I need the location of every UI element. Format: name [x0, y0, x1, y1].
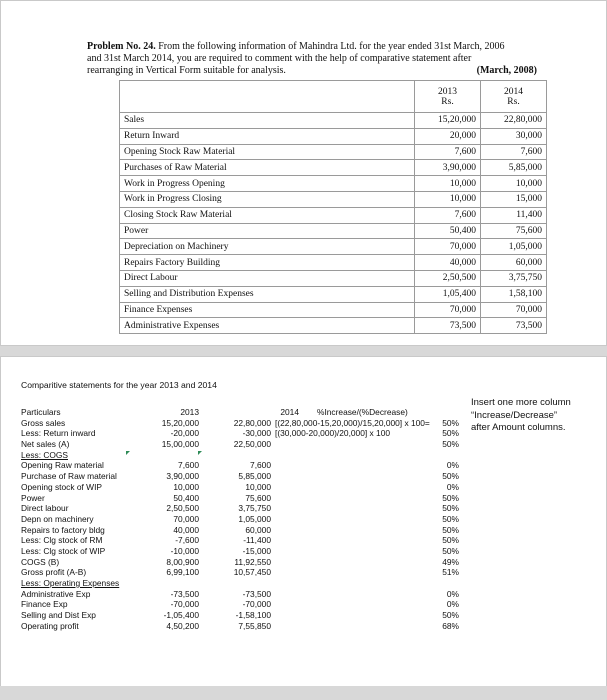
value-2014-text: 3,75,750 — [238, 503, 271, 514]
value-2014: 73,500 — [481, 318, 547, 334]
source-table-row — [120, 144, 547, 160]
formula-cell — [275, 567, 415, 578]
value-2013: 73,500 — [415, 318, 481, 334]
value-2014-text: 1,05,000 — [238, 513, 271, 524]
source-table-row — [120, 176, 547, 192]
particulars-cell: Operating profit — [21, 620, 79, 631]
percent-cell: 50% — [442, 524, 459, 535]
source-table-row — [120, 191, 547, 207]
particulars-column — [21, 407, 129, 631]
percent-cell: 51% — [442, 567, 459, 578]
value-2013-cell: -7,600 — [175, 535, 199, 546]
value-2014-text: 11,92,550 — [234, 556, 271, 567]
formula-cell — [275, 578, 415, 589]
value-2014-text: -73,500 — [242, 588, 271, 599]
value-2014-text: -15,000 — [242, 545, 271, 556]
percent-column — [431, 407, 459, 631]
value-2013: 15,20,000 — [415, 113, 481, 129]
value-2014: 7,600 — [481, 144, 547, 160]
header-blank-cell — [120, 81, 415, 113]
particulars-cell: Repairs to factory bldg — [21, 524, 105, 535]
particulars-cell: Gross profit (A-B) — [21, 567, 87, 578]
particulars-cell: Less: Clg stock of RM — [21, 535, 103, 546]
formula-cell — [275, 621, 415, 632]
value-2014: 1,58,100 — [481, 286, 547, 302]
particulars-cell: COGS (B) — [21, 556, 60, 567]
value-2014-text: -11,400 — [243, 535, 271, 546]
formula-cell — [275, 599, 415, 610]
header-2013-year: 2013 — [438, 87, 457, 97]
screenshot-divider — [0, 346, 607, 356]
row-label: Work in Progress Closing — [120, 191, 415, 207]
particulars-cell: Purchase of Raw material — [21, 471, 117, 482]
value-2014-text — [219, 578, 271, 589]
row-label: Sales — [120, 113, 415, 129]
formula-cell: [(30,000-20,000)/20,000] x 100 — [275, 428, 391, 439]
value-2013: 10,000 — [415, 176, 481, 192]
formula-cell: [(22,80,000-15,20,000)/15,20,000] x 100= — [275, 417, 430, 428]
particulars-cell: Selling and Dist Exp — [21, 610, 96, 621]
value-2014-text: 10,000 — [245, 481, 271, 492]
percent-cell: 0% — [446, 481, 459, 492]
value-2014: 1,05,000 — [481, 239, 547, 255]
header-2014: 2014 — [280, 407, 299, 417]
problem-date-note: (March, 2008) — [476, 65, 537, 76]
source-table-row — [120, 160, 547, 176]
row-label: Closing Stock Raw Material — [120, 207, 415, 223]
formula-cell — [275, 610, 415, 621]
row-label: Opening Stock Raw Material — [120, 144, 415, 160]
value-2013: 10,000 — [415, 191, 481, 207]
source-data-table — [119, 80, 547, 334]
value-2013-cell: 2,50,500 — [166, 503, 199, 514]
percent-cell: 0% — [446, 599, 459, 610]
source-table-row — [120, 207, 547, 223]
value-2014: 30,000 — [481, 128, 547, 144]
particulars-cell: Opening stock of WIP — [21, 481, 102, 492]
formula-cell — [275, 471, 415, 482]
row-label: Repairs Factory Building — [120, 255, 415, 271]
value-2013-cell — [129, 450, 199, 461]
value-2013-cell: -70,000 — [170, 599, 199, 610]
value-2014: 11,400 — [481, 207, 547, 223]
source-table-row — [120, 302, 547, 318]
note-line-1: Insert one more column — [471, 397, 571, 408]
percent-cell: 49% — [442, 556, 459, 567]
value-2013: 40,000 — [415, 255, 481, 271]
header-2014-currency: Rs. — [507, 97, 520, 107]
formula-cell — [275, 450, 415, 461]
percent-cell — [431, 578, 459, 589]
value-2013-cell: -20,000 — [170, 428, 199, 439]
percent-cell: 50% — [442, 492, 459, 503]
formula-cell — [275, 557, 415, 568]
value-2013: 7,600 — [415, 144, 481, 160]
formula-cell — [275, 482, 415, 493]
source-table-row — [120, 239, 547, 255]
formula-cell — [275, 546, 415, 557]
value-2013: 3,90,000 — [415, 160, 481, 176]
percent-cell: 50% — [442, 513, 459, 524]
value-2014-text: -1,58,100 — [235, 610, 271, 621]
value-2013: 50,400 — [415, 223, 481, 239]
note-line-3: after Amount columns. — [471, 422, 566, 433]
source-table-row — [120, 128, 547, 144]
row-label: Return Inward — [120, 128, 415, 144]
percent-cell: 50% — [442, 428, 459, 439]
particulars-cell: Opening Raw material — [21, 460, 104, 471]
source-table-row — [120, 270, 547, 286]
percent-cell: 50% — [442, 545, 459, 556]
formula-cell — [275, 525, 415, 536]
value-2013: 2,50,500 — [415, 270, 481, 286]
source-table-row — [120, 318, 547, 334]
value-2014-text: -30,000 — [242, 428, 271, 439]
formula-cell — [275, 439, 415, 450]
formula-cell — [275, 503, 415, 514]
particulars-cell: Finance Exp — [21, 599, 68, 610]
value-2014: 70,000 — [481, 302, 547, 318]
percent-cell — [431, 450, 459, 461]
value-2014-text — [219, 450, 271, 461]
comparative-sheet — [21, 407, 461, 675]
value-2013: 20,000 — [415, 128, 481, 144]
row-label: Work in Progress Opening — [120, 176, 415, 192]
percent-cell: 50% — [442, 417, 459, 428]
value-2014-text: 60,000 — [245, 524, 271, 535]
percent-cell: 50% — [442, 535, 459, 546]
value-2013-cell: 15,20,000 — [161, 417, 199, 428]
percent-cell: 50% — [442, 439, 459, 450]
value-2014: 5,85,000 — [481, 160, 547, 176]
header-2013-currency: Rs. — [441, 97, 454, 107]
percent-cell: 0% — [446, 588, 459, 599]
value-2013-cell: -1,05,400 — [163, 610, 199, 621]
row-label: Finance Expenses — [120, 302, 415, 318]
percent-cell: 0% — [446, 460, 459, 471]
value-2013-cell: 3,90,000 — [166, 471, 199, 482]
row-label: Administrative Expenses — [120, 318, 415, 334]
percent-cell: 68% — [442, 620, 459, 631]
percent-cell: 50% — [442, 610, 459, 621]
formula-column — [275, 407, 430, 631]
value-2014: 75,600 — [481, 223, 547, 239]
problem-line-3: rearranging in Vertical Form suitable for analysis. — [87, 65, 286, 76]
particulars-cell: Net sales (A) — [21, 439, 70, 450]
particulars-cell: Less: Operating Expenses — [21, 578, 120, 588]
value-2014-text: 75,600 — [245, 492, 271, 503]
particulars-cell: Power — [21, 492, 45, 503]
source-table-row — [120, 286, 547, 302]
value-2013-cell: 50,400 — [173, 492, 199, 503]
row-label: Selling and Distribution Expenses — [120, 286, 415, 302]
header-2013: 2013 — [180, 407, 199, 417]
value-2014: 15,000 — [481, 191, 547, 207]
value-2013: 7,600 — [415, 207, 481, 223]
percent-cell: 50% — [442, 471, 459, 482]
particulars-cell: Administrative Exp — [21, 588, 91, 599]
row-label: Purchases of Raw Material — [120, 160, 415, 176]
particulars-cell: Less: Clg stock of WIP — [21, 545, 106, 556]
pct-header-spacer — [431, 407, 459, 418]
value-2013-cell: 10,000 — [173, 481, 199, 492]
problem-statement — [87, 41, 537, 77]
value-2013-cell: -10,000 — [170, 545, 199, 556]
header-2014-cell — [481, 81, 547, 113]
note-line-2: “Increase/Decrease” — [471, 409, 558, 421]
value-2013-cell: 8,00,900 — [166, 556, 199, 567]
comparative-title: Comparitive statements for the year 2013 and 2014 — [21, 380, 217, 390]
header-formula: %Increase/(%Decrease) — [317, 407, 408, 417]
problem-panel — [0, 0, 607, 346]
value-2013-cell: 15,00,000 — [161, 439, 199, 450]
value-2013: 70,000 — [415, 239, 481, 255]
source-table-row — [120, 255, 547, 271]
value-2013-cell: 4,50,200 — [166, 620, 199, 631]
row-label: Depreciation on Machinery — [120, 239, 415, 255]
value-2013-cell: 40,000 — [173, 524, 199, 535]
value-2013: 70,000 — [415, 302, 481, 318]
value-2014: 60,000 — [481, 255, 547, 271]
value-2014-text: 5,85,000 — [238, 471, 271, 482]
value-2013-cell — [129, 578, 199, 589]
value-2013-cell: 6,99,100 — [166, 567, 199, 578]
source-table-row — [120, 223, 547, 239]
header-2014-year: 2014 — [504, 87, 523, 97]
formula-cell — [275, 535, 415, 546]
particulars-cell: Less: COGS — [21, 449, 69, 460]
particulars-cell: Direct labour — [21, 503, 69, 514]
value-2014: 3,75,750 — [481, 270, 547, 286]
source-table-header — [120, 81, 547, 113]
particulars-cell: Gross sales — [21, 417, 66, 428]
value-2014-text: 7,600 — [250, 460, 271, 471]
value-2013-cell: -73,500 — [170, 588, 199, 599]
particulars-cell: Depn on machinery — [21, 513, 94, 524]
year-2013-column — [129, 407, 199, 631]
row-label: Power — [120, 223, 415, 239]
value-2014-text: 22,80,000 — [233, 417, 271, 428]
problem-heading: Problem No. 24. — [87, 41, 156, 52]
source-table-row — [120, 113, 547, 129]
value-2014: 22,80,000 — [481, 113, 547, 129]
percent-cell: 50% — [442, 503, 459, 514]
header-2013-cell — [415, 81, 481, 113]
problem-line-1: From the following information of Mahindra Ltd. for the year ended 31st March, 2006 — [158, 41, 505, 52]
value-2014-text: 22,50,000 — [233, 439, 271, 450]
value-2014-text: -70,000 — [242, 599, 271, 610]
row-label: Direct Labour — [120, 270, 415, 286]
value-2013: 1,05,400 — [415, 286, 481, 302]
formula-cell — [275, 493, 415, 504]
particulars-cell: Less: Return inward — [21, 428, 96, 439]
value-2014-text: 10,57,450 — [233, 567, 271, 578]
bottom-band — [0, 686, 607, 700]
error-marker-icon — [126, 451, 130, 455]
formula-cell — [275, 514, 415, 525]
value-2014-text: 7,55,850 — [238, 620, 271, 631]
value-2013-cell: 70,000 — [173, 513, 199, 524]
error-marker-icon — [198, 451, 202, 455]
formula-cell — [275, 460, 415, 471]
formula-cell — [275, 589, 415, 600]
problem-line-2: and 31st March 2014, you are required to comment with the help of comparative statement after — [87, 53, 472, 64]
instruction-note — [471, 397, 601, 435]
value-2014: 10,000 — [481, 176, 547, 192]
header-particulars: Particulars — [21, 407, 61, 417]
value-2013-cell: 7,600 — [178, 460, 199, 471]
